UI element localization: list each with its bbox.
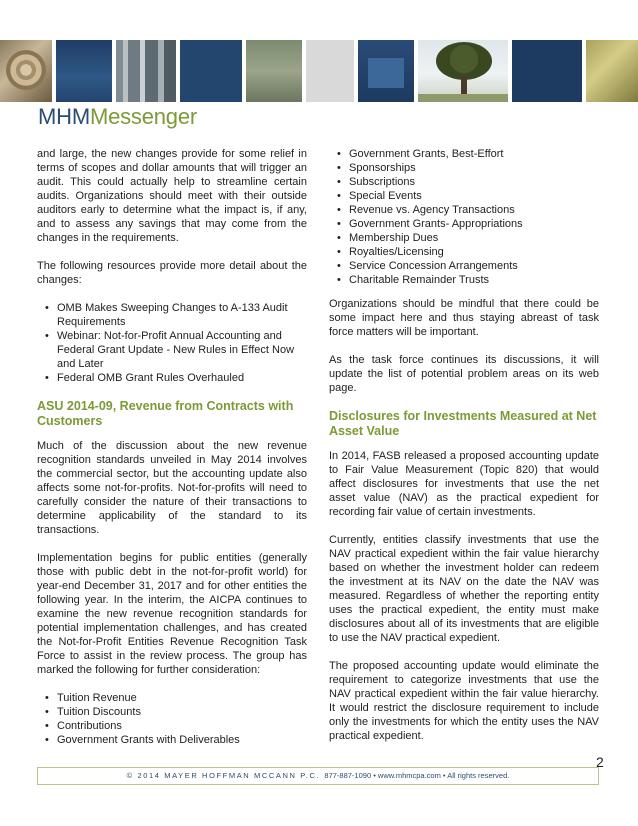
list-item: • Special Events bbox=[329, 189, 599, 203]
footer-contact[interactable]: 877-887-1090 • www.mhmcpa.com • All rights reserved. bbox=[324, 771, 510, 780]
nav-paragraph-2: Currently, entities classify investments that use the NAV practical expedient within the fair value hierarchy based on whether the investment holder can redeem the investment at its NAV on the date the NAV was measured. Regardless of whether the reporting entity uses the practical expedient, the entity must make disclosures about all of its investments that are eligible to use the NAV practical expedient. bbox=[329, 534, 599, 644]
banner-block-blue bbox=[180, 40, 242, 102]
list-item: • Royalties/Licensing bbox=[329, 245, 599, 259]
list-item: • Subscriptions bbox=[329, 175, 599, 189]
nav-paragraph-3: The proposed accounting update would eliminate the requirement to categorize investments that use the NAV practical expedient within the fair value hierarchy. It would restrict the disclosure requirement to include only the investments for which the entity uses the NAV practical expedient. bbox=[329, 660, 599, 742]
list-item: • Government Grants with Deliverables bbox=[37, 733, 307, 747]
consideration-list bbox=[37, 691, 307, 747]
asu-paragraph-1: Much of the discussion about the new revenue recognition standards unveiled in May 2014 involves the commercial sector, but the accounting update also affects some not-for-profits. Not-for-profits will need to carefully consider the nature of their transactions to determine applicability of the standard to its transactions. bbox=[37, 440, 307, 536]
list-item: • Charitable Remainder Trusts bbox=[329, 273, 599, 287]
resource-link[interactable]: • Webinar: Not-for-Profit Annual Accounting and Federal Grant Update - New Rules in Effect Now and Later bbox=[37, 329, 307, 371]
resources-intro: The following resources provide more detail about the changes: bbox=[37, 260, 307, 286]
banner-photo-landscape bbox=[246, 40, 302, 102]
list-item: • Revenue vs. Agency Transactions bbox=[329, 203, 599, 217]
consideration-list-continued bbox=[329, 147, 599, 287]
header-banner bbox=[0, 40, 638, 102]
banner-block-dark-blue bbox=[512, 40, 582, 102]
footer-bar bbox=[37, 767, 599, 785]
asu-paragraph-2: Implementation begins for public entities (generally those with public debt in the not-for-profit world) for year-end December 31, 2017 and for other entities the following year. In the interim, the AICPA continues to examine the new revenue recognition standards for potential implementation challenges, and has created the Not-for-Profit Entities Revenue Recognition Task Force to assist in the review process. The group has marked the following for further consideration: bbox=[37, 552, 307, 676]
right-column bbox=[329, 147, 599, 757]
list-item: • Service Concession Arrangements bbox=[329, 259, 599, 273]
left-column bbox=[37, 147, 307, 761]
banner-block-gray bbox=[306, 40, 354, 102]
list-item: • Tuition Revenue bbox=[37, 691, 307, 705]
list-item: • Tuition Discounts bbox=[37, 705, 307, 719]
banner-photo-tree bbox=[418, 40, 508, 102]
list-item: • Government Grants- Appropriations bbox=[329, 217, 599, 231]
masthead-mhm: MHM bbox=[38, 104, 90, 129]
list-item: • Sponsorships bbox=[329, 161, 599, 175]
resource-link[interactable]: • OMB Makes Sweeping Changes to A-133 Audit Requirements bbox=[37, 301, 307, 329]
banner-photo-columns bbox=[116, 40, 176, 102]
list-item: • Membership Dues bbox=[329, 231, 599, 245]
resources-list bbox=[37, 301, 307, 385]
list-item: • Government Grants, Best-Effort bbox=[329, 147, 599, 161]
banner-block-navy-inset bbox=[358, 40, 414, 102]
task-force-paragraph-1: Organizations should be mindful that there could be some impact here and thus staying abreast of task force matters will be important. bbox=[329, 298, 599, 338]
newsletter-masthead bbox=[38, 104, 197, 130]
section-heading-asu: ASU 2014-09, Revenue from Contracts with Customers bbox=[37, 399, 294, 428]
masthead-messenger: Messenger bbox=[89, 104, 197, 129]
banner-block-navy bbox=[56, 40, 112, 102]
intro-paragraph: and large, the new changes provide for some relief in terms of scopes and dollar amounts that will trigger an audit. This could actually help to streamline certain audits. Organizations should meet with their outside auditors early to determine what the impact is, if any, and to assess any savings that may come from the changes in the requirements. bbox=[37, 148, 307, 244]
page-number: 2 bbox=[596, 754, 604, 770]
banner-photo-tree-rings bbox=[0, 40, 52, 102]
nav-paragraph-1: In 2014, FASB released a proposed accounting update to Fair Value Measurement (Topic 820) that would affect disclosures for investments that use the net asset value (NAV) as the practical expedient for recording fair value of certain investments. bbox=[329, 450, 599, 518]
task-force-paragraph-2: As the task force continues its discussions, it will update the list of potential problem areas on its web page. bbox=[329, 354, 599, 394]
footer-copyright: © 2014 MAYER HOFFMAN MCCANN P.C. bbox=[126, 771, 321, 780]
list-item: • Contributions bbox=[37, 719, 307, 733]
section-heading-nav: Disclosures for Investments Measured at Net Asset Value bbox=[329, 409, 597, 438]
banner-photo-currency bbox=[586, 40, 638, 102]
resource-link[interactable]: • Federal OMB Grant Rules Overhauled bbox=[37, 371, 307, 385]
